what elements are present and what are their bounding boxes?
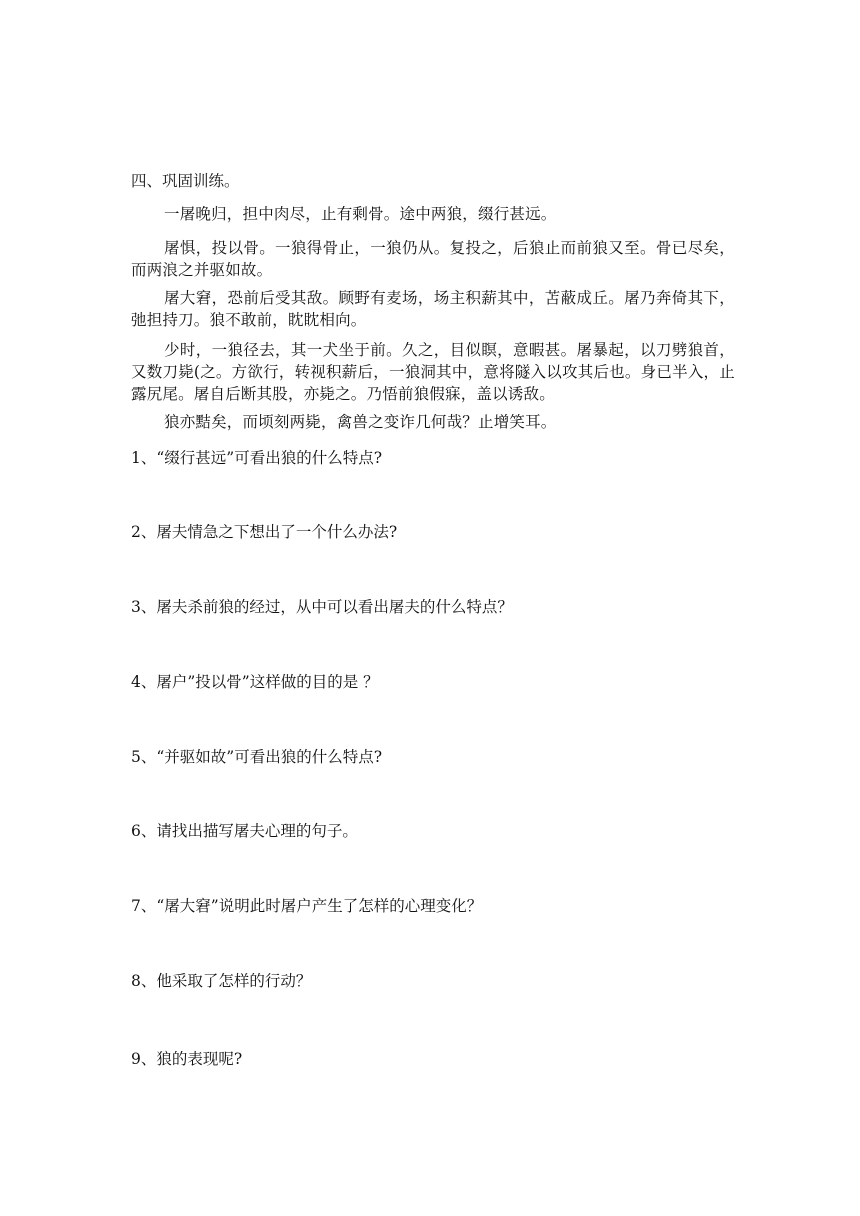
passage-paragraph-3: 屠大窘，恐前后受其敌。顾野有麦场，场主积薪其中，苫蔽成丘。屠乃奔倚其下，弛担持刀。狼不敢前，眈眈相向。 [131, 289, 735, 329]
question-4: 4、屠户”投以骨”这样做的目的是 ？ [131, 673, 379, 691]
question-1: 1、“缀行甚远”可看出狼的什么特点? [131, 449, 383, 467]
question-9: 9、狼的表现呢? [131, 1050, 243, 1068]
question-7: 7、“屠大窘”说明此时屠户产生了怎样的心理变化？ [131, 897, 483, 915]
question-6: 6、请找出描写屠夫心理的句子。 [131, 822, 358, 840]
passage-paragraph-1: 一屠晚归，担中肉尽，止有剩骨。途中两狼，缀行甚远。 [164, 205, 557, 223]
question-5: 5、“并驱如故”可看出狼的什么特点? [131, 748, 383, 766]
question-3: 3、屠夫杀前狼的经过，从中可以看出屠夫的什么特点？ [131, 598, 513, 616]
passage-paragraph-5: 狼亦黠矣，而顷刻两毙，禽兽之变诈几何哉？止增笑耳。 [164, 413, 557, 431]
question-8: 8、他采取了怎样的行动？ [131, 972, 312, 990]
section-heading: 四、巩固训练。 [131, 172, 240, 190]
question-2: 2、屠夫情急之下想出了一个什么办法? [131, 523, 398, 541]
passage-paragraph-4: 少时，一狼径去，其一犬坐于前。久之，目似瞑，意暇甚。屠暴起，以刀劈狼首，又数刀毙(之。方欲行，转视积薪后，一狼洞其中，意将隧入以攻其后也。身已半入，止露尻尾。屠自后断其股，亦毙之。乃悟前狼假寐，盖以诱敌。 [131, 341, 735, 403]
passage-paragraph-2: 屠惧，投以骨。一狼得骨止，一狼仍从。复投之，后狼止而前狼又至。骨已尽矣，而两浪之并驱如故。 [131, 239, 735, 279]
